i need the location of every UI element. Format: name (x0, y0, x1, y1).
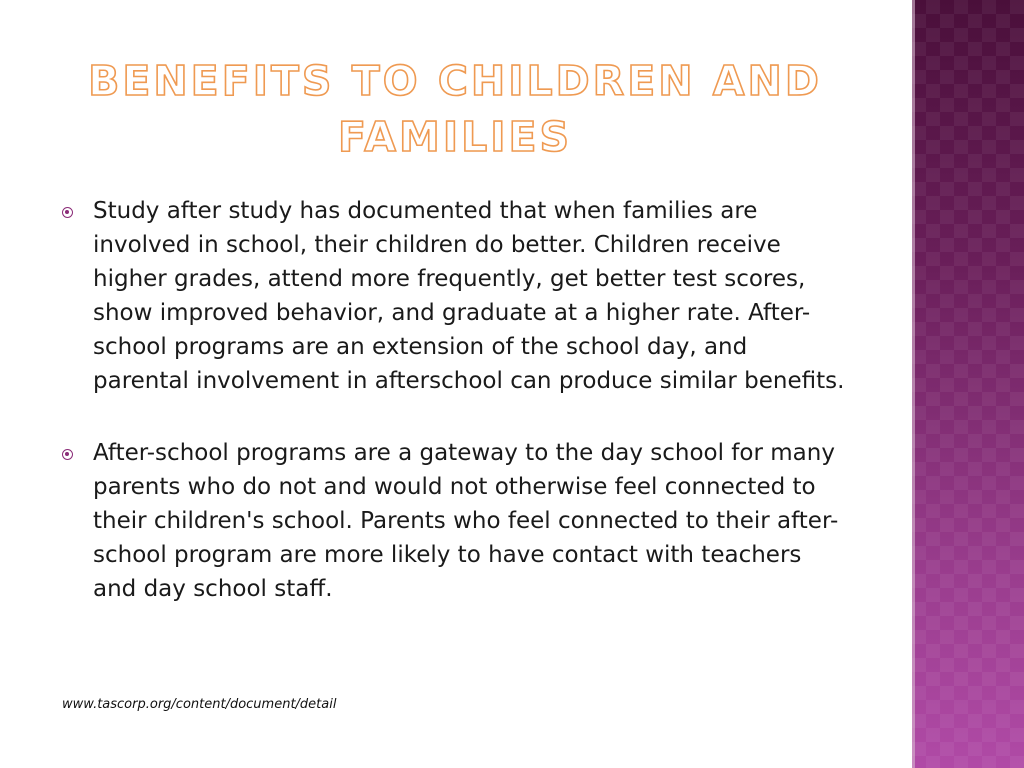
bullet-text: After-school programs are a gateway to the day school for many parents who do not and would not otherwise feel connected to their children's school. Parents who feel connected to their after-school program are more likely to have contact with teachers and day school staff. (93, 440, 839, 602)
slide-title: BENEFITS TO CHILDREN AND FAMILIES (88, 57, 822, 162)
bullet-text: Study after study has documented that when families are involved in school, their children do better. Children receive higher grades, attend more frequently, get better test scores, show improved behavior, and graduate at a higher rate. After-school programs are an extension of the school day, and parental involvement in afterschool can produce similar benefits. (93, 198, 845, 394)
bullet-list (60, 194, 850, 606)
circle-bullet-icon (62, 449, 73, 460)
bullet-item (60, 436, 850, 606)
source-citation: www.tascorp.org/content/document/detail (62, 697, 337, 712)
circle-bullet-icon (62, 207, 73, 218)
decorative-side-band (912, 0, 1024, 768)
bullet-item (60, 194, 850, 398)
